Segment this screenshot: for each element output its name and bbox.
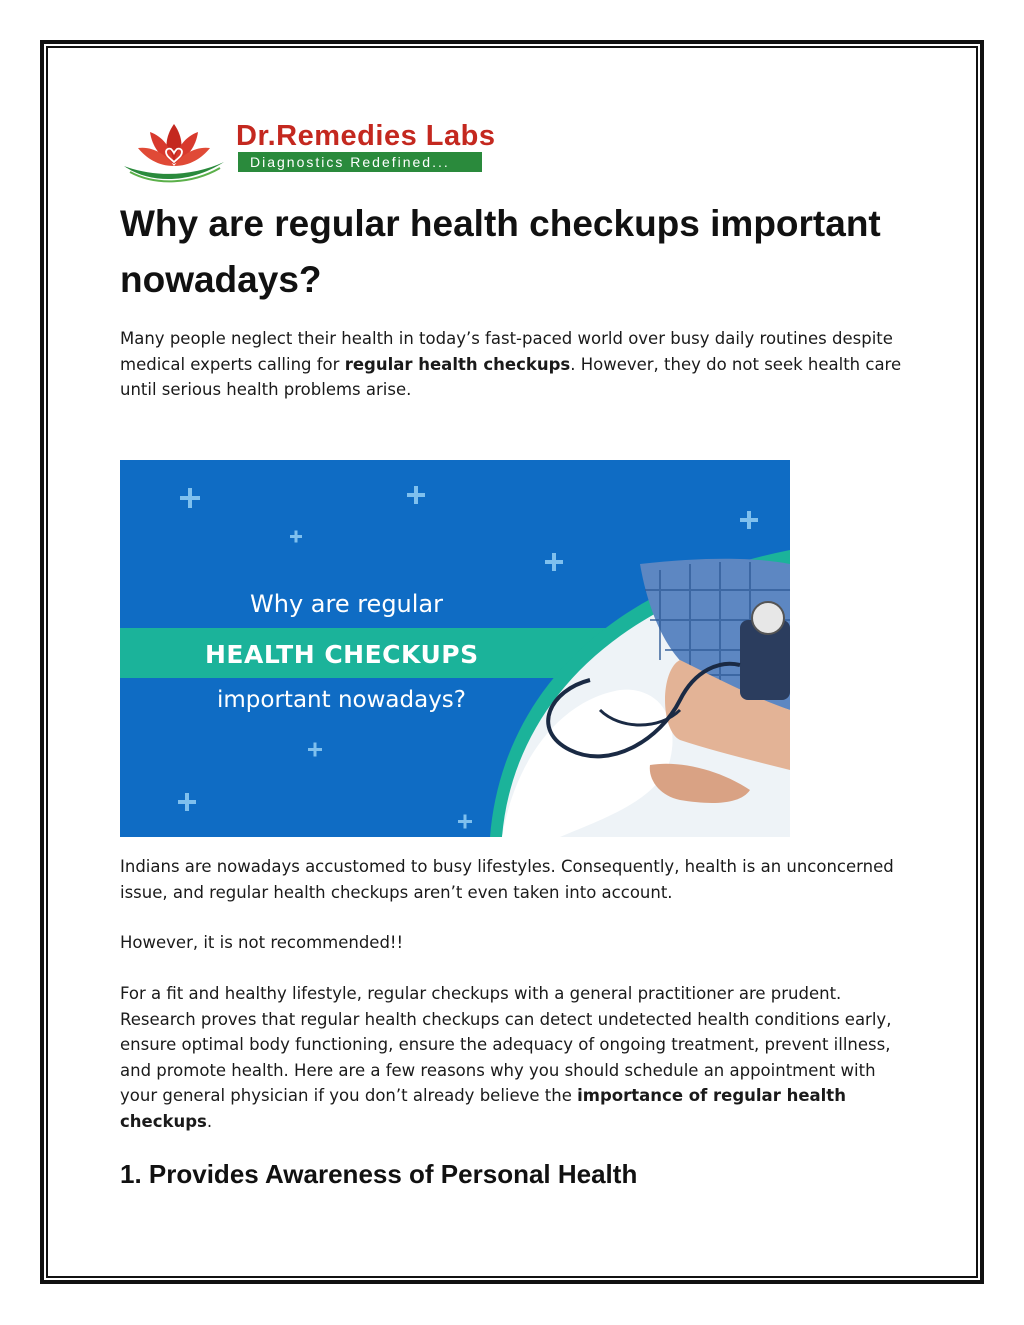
paragraph-not-recommended: However, it is not recommended!! (120, 933, 404, 952)
hero-heading-line1: Why are regular (250, 590, 444, 618)
brand-name: Dr.Remedies Labs (236, 120, 496, 152)
checkups-bold-text: importance of regular health checkups (120, 1086, 846, 1131)
hero-heading-line2: HEALTH CHECKUPS (205, 640, 479, 669)
brand-tagline: Diagnostics Redefined... (238, 152, 482, 172)
checkups-text-start: For a fit and healthy lifestyle, regular checkups with a general practitioner are prudent. Research proves that regular health checkups can detect undetected health conditions early, ensure optimal body functioning, ensure the adequacy of ongoing treatment, prevent illness, and promote health. Here are a few reasons why you should schedule an appointment with your general physician if you don’t already believe the (120, 984, 892, 1105)
intro-text-start: Many people neglect their health in today’s fast-paced world over busy daily routines despite medical experts calling for (120, 329, 893, 374)
checkups-text-end: . (206, 1111, 213, 1131)
article-title: Why are regular health checkups important nowadays? (120, 203, 881, 300)
intro-bold-text: regular health checkups (344, 354, 571, 374)
hero-heading-line3: important nowadays? (217, 687, 466, 713)
intro-text-end: . However, they do not seek health care until serious health problems arise. (120, 354, 902, 399)
section-heading-1: 1. Provides Awareness of Personal Health (120, 1159, 638, 1189)
intro-paragraph (120, 326, 910, 403)
paragraph-checkups (120, 981, 910, 1134)
paragraph-lifestyle: Indians are nowadays accustomed to busy lifestyles. Consequently, health is an unconcerned issue, and regular health checkups aren’t even taken into account. (120, 857, 894, 902)
